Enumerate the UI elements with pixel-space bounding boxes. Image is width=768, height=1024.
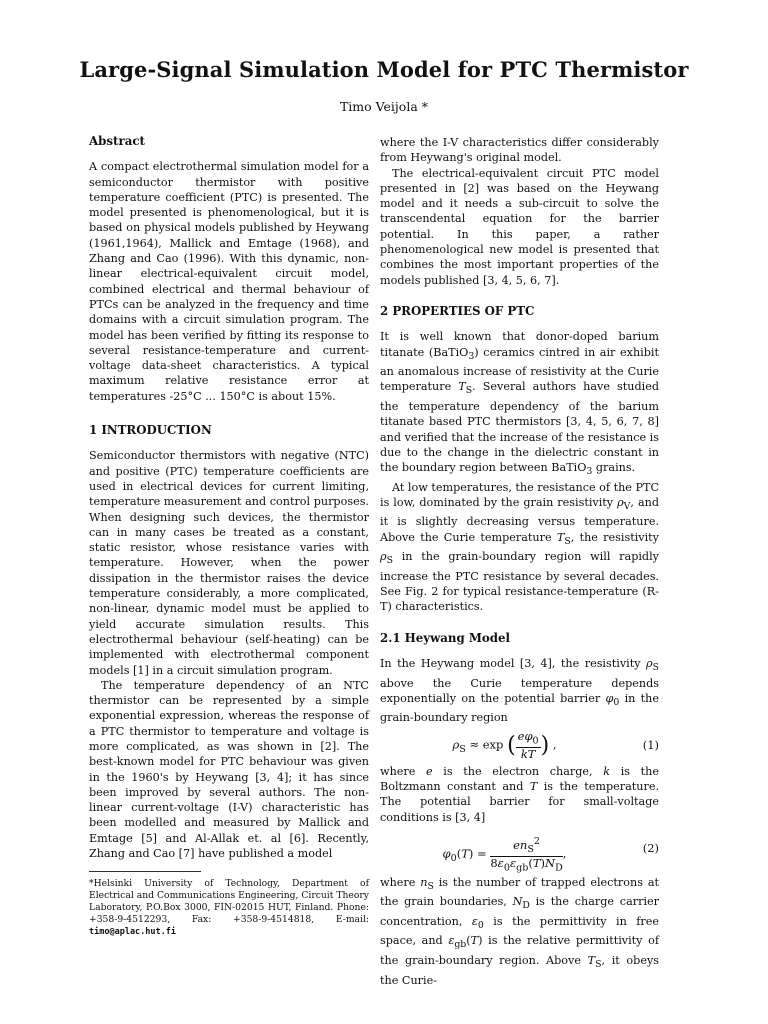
paper-title: Large-Signal Simulation Model for PTC Thermistor [79,57,689,82]
footnote [89,878,369,938]
heywang-paragraph-1: In the Heywang model [3, 4], the resistivity $\rho_S$ above the Curie temperature depends exponentially on the potential barrier $\varphi_0$ in the grain-boundary region [380,657,659,725]
section-2-paragraph-2: At low temperatures, the resistance of the PTC is low, dominated by the grain resistivity $\rho_V$, and it is slightly decreasing versus temperature. Above the Curie temperature $T_S$, the resistivity $\rho_S$ in the grain-boundary region will rapidly increase the PTC resistance by several decades. See Fig. 2 for typical resistance-temperature (R-T) characteristics. [380,480,660,614]
continued-paragraph: where the I-V characteristics differ considerably from Heywang's original model. [380,136,659,165]
section-2-paragraph-1: It is well known that donor-doped barium titanate (BaTiO$_3$) ceramics cintred in air exhibit an anomalous increase of resistivity at the Curie temperature $T_S$. Several authors have studied the temperature dependency of the barium titanate based PTC thermistors [3, 4, 5, 6, 7, 8] and verified that the increase of the resistance is due to the change in the dielectric constant in the boundary region between BaTiO$_3$ grains. [380,330,659,478]
section-2-heading: 2 PROPERTIES OF PTC [380,303,535,318]
intro-paragraph-1: Semiconductor thermistors with negative (NTC) and positive (PTC) temperature coefficients are used in electrical devices for current limiting, temperature measurement and control purposes. When designing such devices, the thermistor can in many cases be treated as a constant, static resistor, whose resistance varies with temperature. However, when the power dissipation in the thermistor raises the device temperature considerably, a more complicated, non-linear, dynamic model must be applied to yield accurate simulation results. This electrothermal behaviour (self-heating) can be implemented with electrothermal component models [1] in a circuit simulation program. [89,449,369,677]
left-column [89,134,369,938]
equation-1: $\rho_S \approx \exp$ ( $\frac{e\varphi_0}{kT}$ ) , (1) [452,728,659,761]
equation-1-number: (1) [642,737,659,752]
abstract-text: A compact electrothermal simulation model for a semiconductor thermistor with positive temperature coefficient (PTC) is presented. The model presented is phenomenological, but it is based on physical models published by Heywang (1961,1964), Mallick and Emtage (1968), and Zhang and Cao (1996). With this dynamic, non-linear electrical-equivalent circuit model, combined electrical and thermal behaviour of PTCs can be analyzed in the frequency and time domains with a circuit simulation program. The model has been verified by fitting its response to several resistance-temperature and current-voltage data-sheet characteristics. A typical maximum relative resistance error at temperatures -25°C ... 150°C is about 15%. [89,160,369,403]
footnote-text: *Helsinki University of Technology, Department of Electrical and Communications Engineering, Circuit Theory Laboratory, P.O.Box 3000, FIN-02015 HUT, Finland. Phone: +358-9-4512293, Fax: +358-9-4514818, E-mail: [89,878,369,926]
footnote-rule [89,871,201,872]
equation-2: $\varphi_0(T)$ = $\frac{en_S^2}{8\varepsilon_0\varepsilon_{gb}(T)N_D}$ , (2) [442,835,659,874]
model-paragraph: The electrical-equivalent circuit PTC model presented in [2] was based on the Heywang model and it needs a sub-circuit to solve the transcendental equation for the barrier potential. In this paper, a rather phenomenological new model is presented that combines the most important properties of the models published [3, 4, 5, 6, 7]. [380,166,659,287]
footnote-email: timo@aplac.hut.fi [89,927,176,938]
right-column [380,135,659,988]
abstract-heading: Abstract [89,134,145,148]
intro-paragraph-2: The temperature dependency of an NTC thermistor can be represented by a simple exponential expression, whereas the response of a PTC thermistor to temperature and voltage is more complicated, as was shown in [2]. The best-known model for PTC behaviour was given in the 1960's by Heywang [3, 4]; it has since been improved by several authors. The non-linear current-voltage (I-V) characteristic has been modelled and measured by Mallick and Emtage [5] and Al-Allak et. al [6]. Recently, Zhang and Cao [7] have published a model [89,678,369,861]
heywang-paragraph-2: where e is the electron charge, k is the Boltzmann constant and T is the temperature. The potential barrier for small-voltage conditions is [3, 4] [380,764,660,824]
heywang-paragraph-3: where $n_S$ is the number of trapped electrons at the grain boundaries, $N_D$ is the charge carrier concentration, $\varepsilon_0$ is the permittivity in free space, and $\varepsilon_{gb}(T)$ is the relative permittivity of the grain-boundary region. Above $T_S$, it obeys the Curie- [380,875,660,987]
subsection-2-1-heading: 2.1 Heywang Model [380,630,511,645]
paper-author: Timo Veijola * [339,99,429,114]
introduction-heading: 1 INTRODUCTION [89,423,212,438]
equation-2-number: (2) [642,840,659,855]
